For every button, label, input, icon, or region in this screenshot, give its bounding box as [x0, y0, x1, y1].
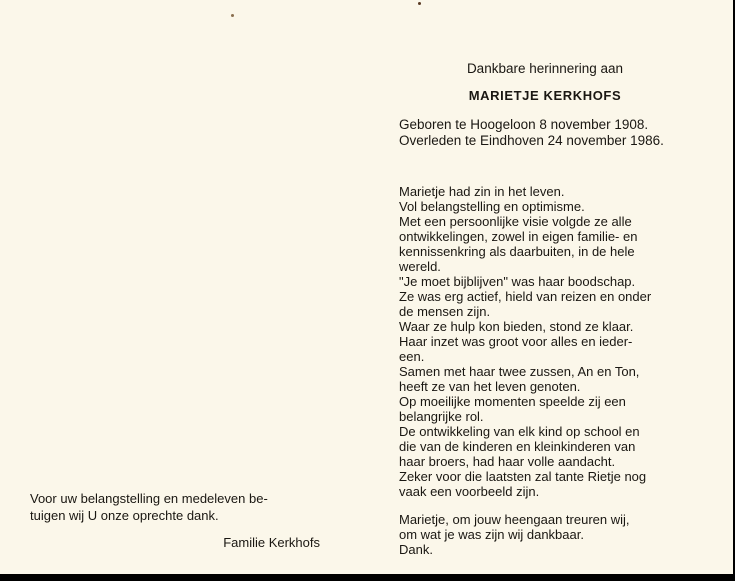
- tribute-line: wereld.: [399, 259, 441, 274]
- tribute-line: belangrijke rol.: [399, 409, 484, 424]
- tribute-line: vaak een voorbeeld zijn.: [399, 484, 540, 499]
- paper-speck: [418, 2, 421, 5]
- tribute-line: die van de kinderen en kleinkinderen van: [399, 439, 636, 454]
- tribute-line: De ontwikkeling van elk kind op school en: [399, 424, 640, 439]
- death-line: Overleden te Eindhoven 24 november 1986.: [399, 133, 664, 148]
- thanks-section: [30, 490, 320, 551]
- tribute-text: [399, 184, 691, 499]
- closing-line: Marietje, om jouw heengaan treuren wij,: [399, 512, 630, 527]
- birth-line: Geboren te Hoogeloon 8 november 1908.: [399, 117, 649, 132]
- remembrance-heading: Dankbare herinnering aan: [466, 61, 624, 76]
- tribute-line: Met een persoonlijke visie volgde ze alle: [399, 214, 632, 229]
- tribute-line: Vol belangstelling en optimisme.: [399, 199, 585, 214]
- thanks-line: tuigen wij U onze oprechte dank.: [30, 508, 219, 523]
- closing-text: [399, 512, 691, 557]
- tribute-line: een.: [399, 349, 425, 364]
- deceased-name: MARIETJE KERKHOFS: [468, 88, 622, 103]
- life-dates: [399, 117, 691, 149]
- family-signature: Familie Kerkhofs: [223, 535, 320, 550]
- closing-line: om wat je was zijn wij dankbaar.: [399, 527, 584, 542]
- tribute-line: Waar ze hulp kon bieden, stond ze klaar.: [399, 319, 634, 334]
- tribute-line: de mensen zijn.: [399, 304, 491, 319]
- closing-line: Dank.: [399, 542, 433, 557]
- tribute-line: Op moeilijke momenten speelde zij een: [399, 394, 626, 409]
- thanks-text: [30, 490, 320, 524]
- tribute-line: Zeker voor die laatsten zal tante Rietje nog: [399, 469, 647, 484]
- tribute-line: Ze was erg actief, hield van reizen en onder: [399, 289, 652, 304]
- tribute-line: Marietje had zin in het leven.: [399, 184, 565, 199]
- thanks-line: Voor uw belangstelling en medeleven be-: [30, 491, 268, 506]
- tribute-line: "Je moet bijblijven" was haar boodschap.: [399, 274, 636, 289]
- tribute-line: haar broers, had haar volle aandacht.: [399, 454, 616, 469]
- tribute-line: Samen met haar twee zussen, An en Ton,: [399, 364, 640, 379]
- tribute-line: kennissenkring als daarbuiten, in de hele: [399, 244, 635, 259]
- tribute-line: Haar inzet was groot voor alles en ieder-: [399, 334, 633, 349]
- tribute-line: heeft ze van het leven genoten.: [399, 379, 581, 394]
- tribute-line: ontwikkelingen, zowel in eigen familie- en: [399, 229, 638, 244]
- remembrance-section: [399, 60, 691, 557]
- paper-speck: [231, 14, 234, 17]
